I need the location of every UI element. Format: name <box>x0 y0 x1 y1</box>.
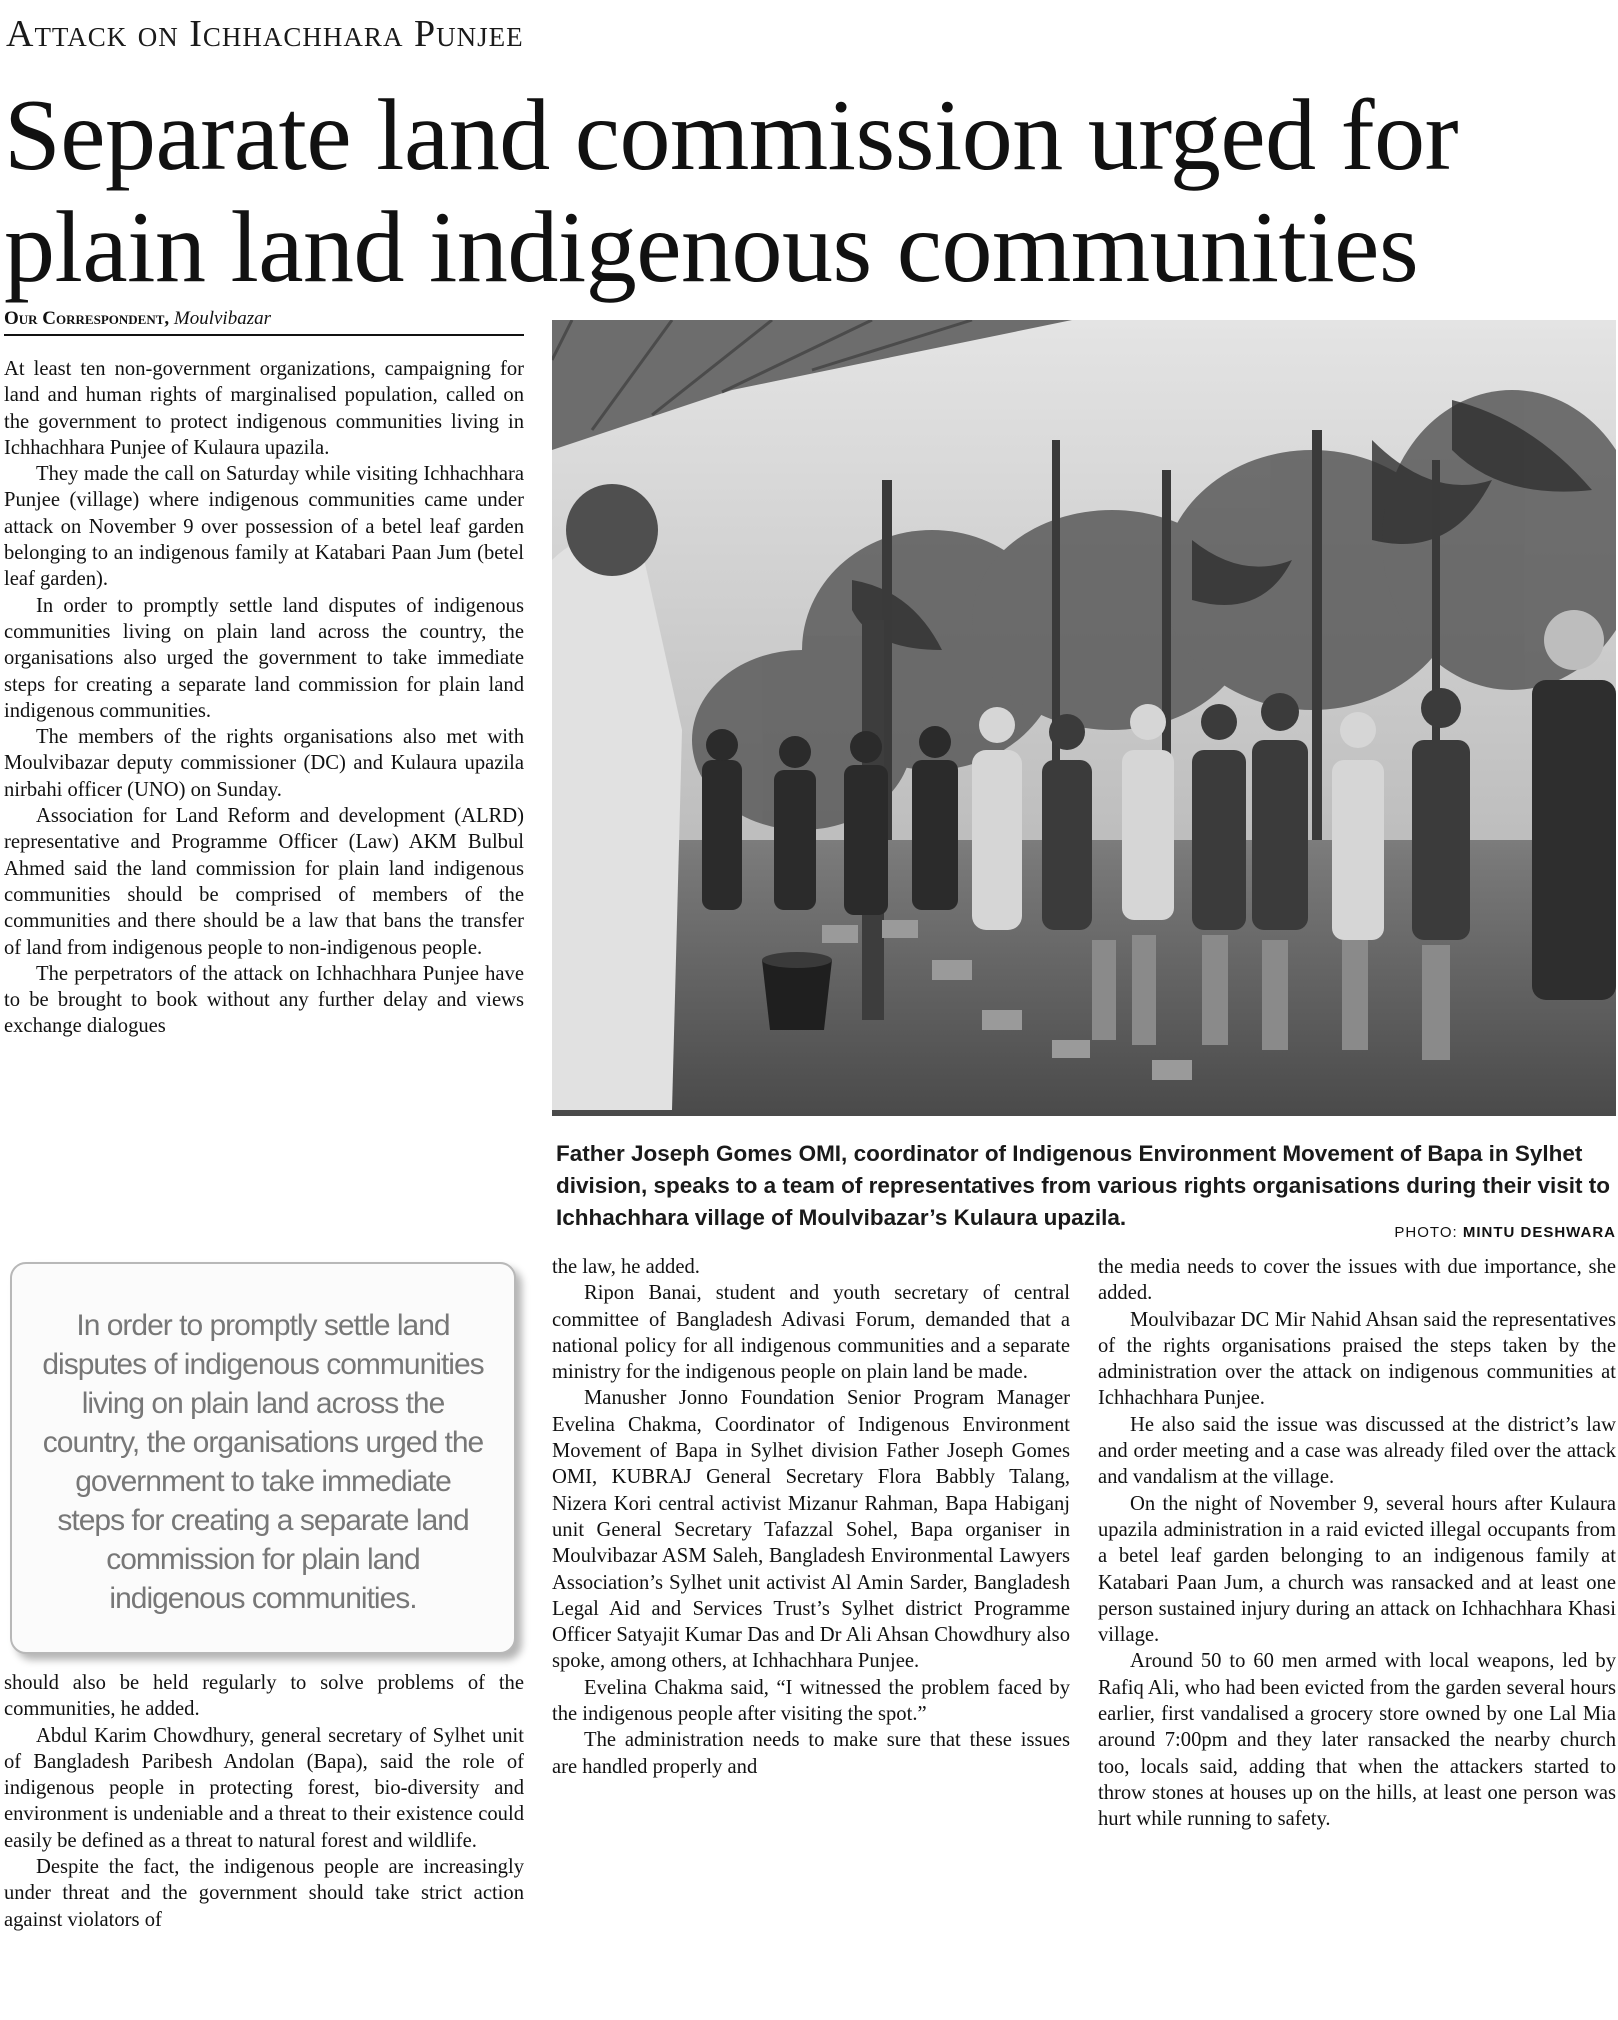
paragraph: The administration needs to make sure that these issues are handled properly and <box>552 1729 1070 1778</box>
photo-credit-label: PHOTO: <box>1394 1224 1463 1241</box>
paragraph: On the night of November 9, several hours after Kulaura upazila administration in a raid evicted illegal occupants from a betel leaf garden belonging to an indigenous family at Katabari Paan Jum, a church was ransacked and at least one person sustained injury during an attack on Ichhachhara Khasi village. <box>1098 1492 1616 1647</box>
headline: Separate land commission urged for plain land indigenous communities <box>4 79 1459 304</box>
paragraph: Around 50 to 60 men armed with local weapons, led by Rafiq Ali, who had been evicted from the garden several hours earlier, first vandalised a grocery store owned by one Lal Mia around 7:00pm and they later ransacked the nearby church too, locals said, adding that when the attackers started to throw stones at houses up on the hills, at least one person was hurt while running to safety. <box>1098 1650 1616 1831</box>
column-2 <box>552 1254 1070 1780</box>
paragraph: Despite the fact, the indigenous people are increasingly under threat and the government should take strict action against violators of <box>4 1856 524 1931</box>
photo-credit-name: MINTU DESHWARA <box>1462 1224 1616 1241</box>
section-kicker: Attack on Ichhachhara Punjee <box>6 13 524 55</box>
paragraph: They made the call on Saturday while visiting Ichhachhara Punjee (village) where indigenous communities came under attack on November 9 over possession of a betel leaf garden belonging to an indigenous family at Katabari Paan Jum (betel leaf garden). <box>4 463 524 591</box>
column-1-top <box>4 356 524 1040</box>
paragraph: The members of the rights organisations also met with Moulvibazar deputy commissioner (DC) and Kulaura upazila nirbahi officer (UNO) on Sunday. <box>4 726 524 801</box>
paragraph: should also be held regularly to solve problems of the communities, he added. <box>4 1672 524 1721</box>
paragraph: Moulvibazar DC Mir Nahid Ahsan said the representatives of the rights organisations praised the steps taken by the administration over the attack on indigenous communities at Ichhachhara Punjee. <box>1098 1308 1616 1410</box>
photo-illustration <box>552 320 1616 1116</box>
paragraph: the law, he added. <box>552 1256 700 1278</box>
photo-caption: Father Joseph Gomes OMI, coordinator of Indigenous Environment Movement of Bapa in Sylhet division, speaks to a team of representatives from various rights organisations during their visit to Ichhachhara village of Moulvibazar’s Kulaura upazila. <box>556 1141 1611 1230</box>
pull-quote-box <box>10 1262 516 1654</box>
byline <box>4 308 524 336</box>
paragraph: He also said the issue was discussed at the district’s law and order meeting and a case was already filed over the attack and vandalism at the village. <box>1098 1413 1616 1489</box>
photo-credit <box>1394 1224 1616 1241</box>
byline-place: Moulvibazar <box>173 308 271 329</box>
paragraph: Association for Land Reform and development (ALRD) representative and Programme Officer (Law) AKM Bulbul Ahmed said the land commission for plain land indigenous communities should be comprised of members of the communities and there should be a law that bans the transfer of land from indigenous people to non-indigenous people. <box>4 805 524 959</box>
column-1-bottom <box>4 1670 524 1933</box>
paragraph: At least ten non-government organizations, campaigning for land and human rights of marginalised population, called on the government to protect indigenous communities living in Ichhachhara Punjee of Kulaura upazila. <box>4 358 524 459</box>
column-3 <box>1098 1254 1616 1833</box>
news-photo <box>552 320 1616 1116</box>
pull-quote: In order to promptly settle land disputes of indigenous communities living on plain land across the country, the organisations urged the government to take immediate steps for creating a separate land commission for plain land indigenous communities. <box>42 1309 484 1615</box>
paragraph: the media needs to cover the issues with due importance, she added. <box>1098 1256 1616 1305</box>
byline-name: Our Correspondent, <box>4 308 170 329</box>
paragraph: Abdul Karim Chowdhury, general secretary of Sylhet unit of Bangladesh Paribesh Andolan (Bapa), said the role of indigenous people in protecting forest, bio-diversity and environment is undeniable and a threat to their existence could easily be defined as a threat to natural forest and wildlife. <box>4 1724 524 1852</box>
paragraph: In order to promptly settle land disputes of indigenous communities living on plain land across the country, the organisations also urged the government to take immediate steps for creating a separate land commission for plain land indigenous communities. <box>4 594 524 722</box>
paragraph: The perpetrators of the attack on Ichhachhara Punjee have to be brought to book without any further delay and views exchange dialogues <box>4 962 524 1038</box>
paragraph: Manusher Jonno Foundation Senior Program Manager Evelina Chakma, Coordinator of Indigenous Environment Movement of Bapa in Sylhet division Father Joseph Gomes OMI, KUBRAJ General Secretary Flora Babbly Talang, Nizera Kori central activist Mizanur Rahman, Bapa Habiganj unit General Secretary Tafazzal Sohel, Bapa organiser in Moulvibazar ASM Saleh, Bangladesh Environmental Lawyers Association’s Sylhet unit activist Al Amin Sarder, Bangladesh Legal Aid and Services Trust’s Sylhet district Programme Officer Satyajit Kumar Das and Dr Ali Ahsan Chowdhury also spoke, among others, at Ichhachhara Punjee. <box>552 1387 1070 1673</box>
paragraph: Evelina Chakma said, “I witnessed the problem faced by the indigenous people after visiting the spot.” <box>552 1676 1070 1726</box>
paragraph: Ripon Banai, student and youth secretary of central committee of Bangladesh Adivasi Forum, demanded that a national policy for all indigenous communities and a separate ministry for the indigenous people on plain land be made. <box>552 1282 1070 1384</box>
